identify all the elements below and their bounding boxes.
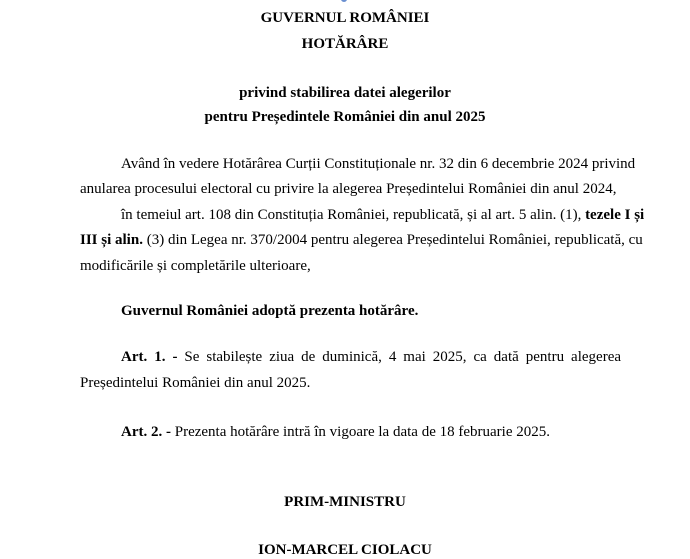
article-1-line2: Președintelui României din anul 2025. (80, 375, 311, 391)
page-top-mark (341, 0, 347, 2)
preamble-p2-line3: modificările și completările ulterioare, (80, 258, 311, 274)
preamble-p2-line2-bold: III și alin. (80, 232, 143, 248)
article-1-line1 (121, 348, 621, 366)
signature-role: PRIM-MINISTRU (284, 494, 406, 510)
preamble-p1-line2: anularea procesului electoral cu privire la alegerea Președintelui României din anul 2024, (80, 181, 617, 197)
title-line-1: privind stabilirea datei alegerilor (239, 85, 451, 101)
preamble-p1-line1: Având în vedere Hotărârea Curții Constituționale nr. 32 din 6 decembrie 2024 privind (121, 156, 636, 172)
article-1-label: Art. 1. - (121, 349, 178, 365)
article-2-label: Art. 2. - (121, 424, 171, 440)
document-type: HOTĂRÂRE (301, 36, 389, 52)
preamble-p2-line2-text: (3) din Legea nr. 370/2004 pentru alegerea Președintelui României, republicată, cu (146, 232, 643, 248)
article-1-text: Se stabilește ziua de duminică, 4 mai 2025, ca dată pentru alegerea (184, 349, 622, 365)
preamble-p2-line1 (121, 206, 645, 224)
article-2 (121, 423, 550, 441)
title-line-2: pentru Președintele României din anul 2025 (204, 109, 486, 125)
government-heading: GUVERNUL ROMÂNIEI (260, 10, 430, 26)
preamble-p2-line2 (80, 231, 643, 249)
signature-name: ION-MARCEL CIOLACU (258, 542, 432, 558)
preamble-p2-line1-bold: tezele I și (585, 207, 645, 223)
preamble-p2-line1-text: în temeiul art. 108 din Constituția României, republicată, și al art. 5 alin. (1), (121, 207, 582, 223)
adoption-statement: Guvernul României adoptă prezenta hotărâre. (121, 303, 419, 319)
article-2-text: Prezenta hotărâre intră în vigoare la data de 18 februarie 2025. (174, 424, 550, 440)
